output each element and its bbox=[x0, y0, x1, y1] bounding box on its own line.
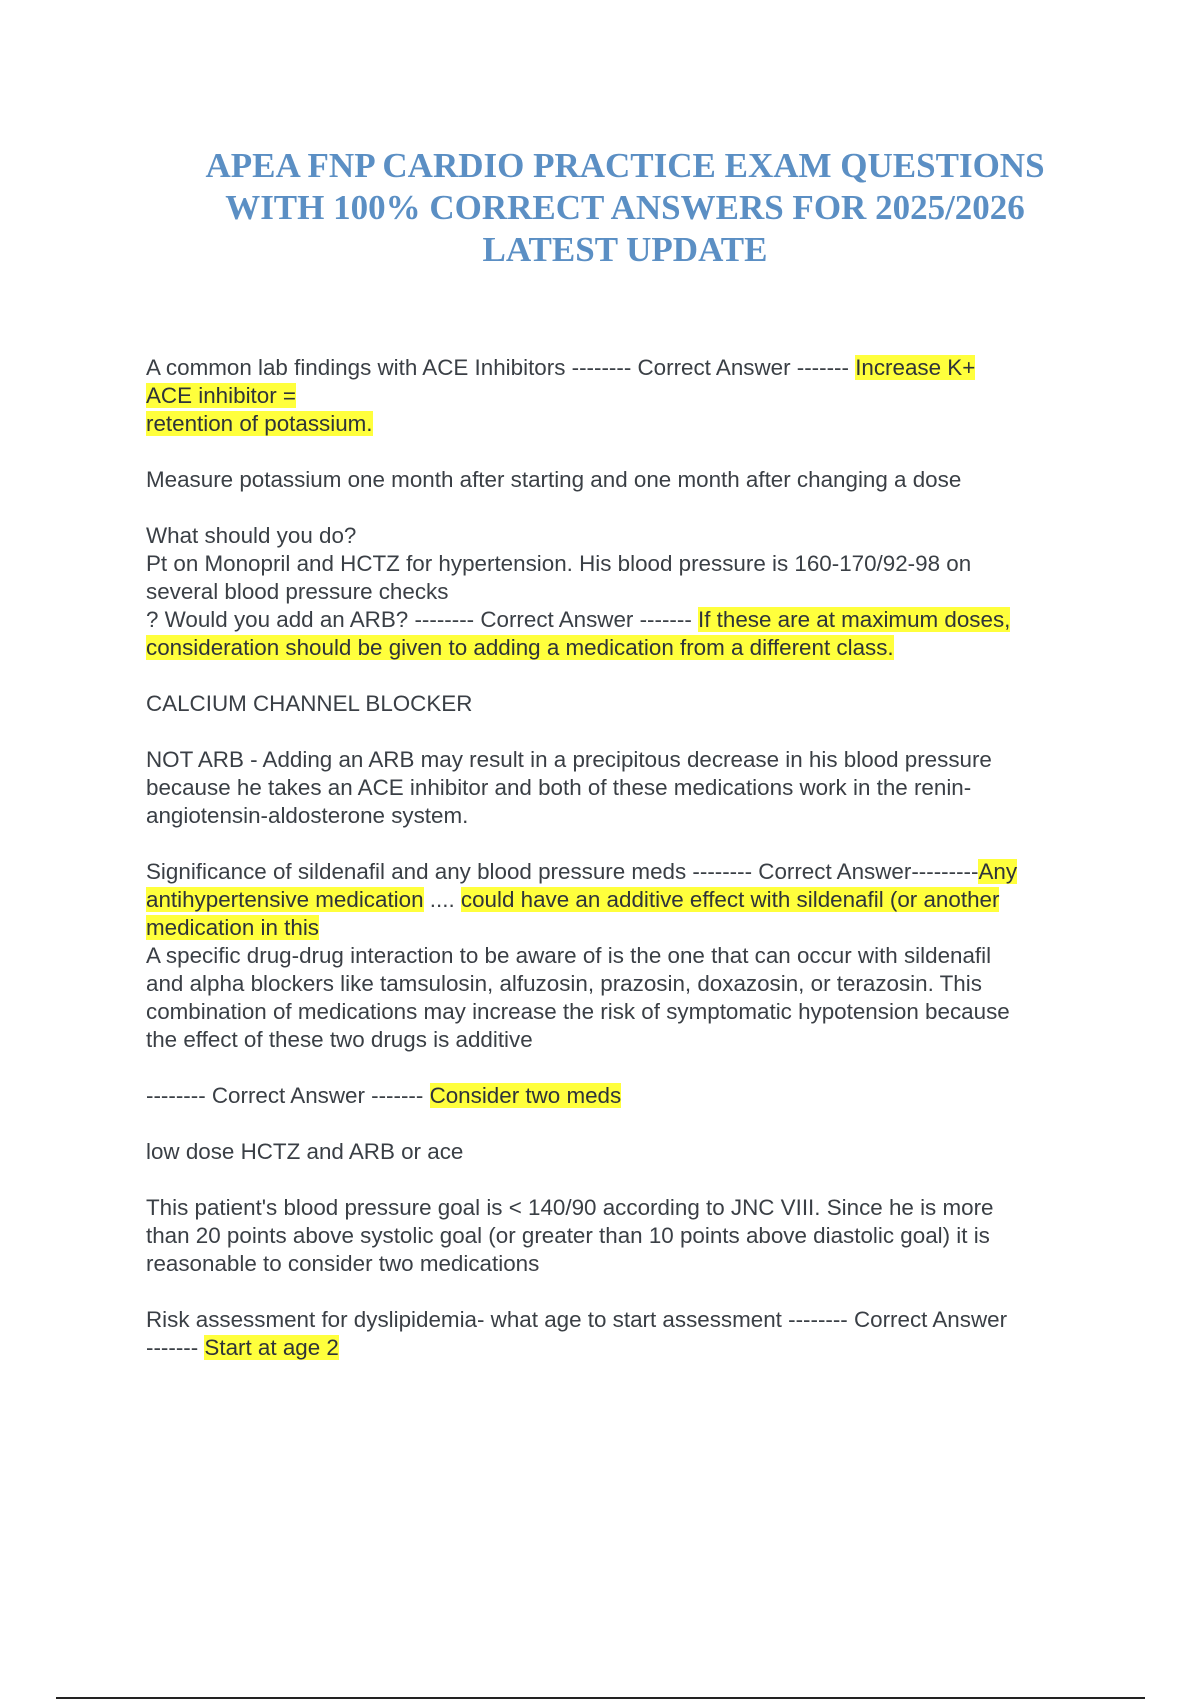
text-line bbox=[146, 634, 1091, 662]
document-body bbox=[146, 354, 1091, 1362]
text-line: A specific drug-drug interaction to be aware of is the one that can occur with sildenafil bbox=[146, 943, 992, 968]
text-line bbox=[146, 354, 1091, 382]
note-not-arb bbox=[146, 746, 1091, 830]
text-line bbox=[146, 886, 1091, 914]
question-text: A common lab findings with ACE Inhibitors -------- Correct Answer ------- bbox=[146, 355, 856, 380]
highlighted-answer: antihypertensive medication bbox=[146, 887, 424, 912]
highlighted-answer: Increase K+ bbox=[855, 355, 976, 380]
text-line: reasonable to consider two medications bbox=[146, 1251, 540, 1276]
text-line bbox=[146, 382, 1091, 410]
text-line: combination of medications may increase the risk of symptomatic hypotension because bbox=[146, 999, 1010, 1024]
text-line: several blood pressure checks bbox=[146, 579, 449, 604]
text-line: the effect of these two drugs is additive bbox=[146, 1027, 533, 1052]
highlighted-answer: could have an additive effect with sildenafil (or another bbox=[460, 887, 1000, 912]
document-title bbox=[140, 145, 1110, 271]
text-line bbox=[146, 1334, 1091, 1362]
ellipsis-text: .... bbox=[423, 887, 461, 912]
text-line: angiotensin-aldosterone system. bbox=[146, 803, 469, 828]
note-low-dose: low dose HCTZ and ARB or ace bbox=[146, 1139, 464, 1164]
qa-dyslipidemia bbox=[146, 1306, 1091, 1362]
text-line bbox=[146, 410, 1091, 438]
text-line: because he takes an ACE inhibitor and both of these medications work in the renin- bbox=[146, 775, 972, 800]
text-line: Pt on Monopril and HCTZ for hypertension. His blood pressure is 160-170/92-98 on bbox=[146, 551, 972, 576]
question-text: ? Would you add an ARB? -------- Correct Answer ------- bbox=[146, 607, 699, 632]
highlighted-answer: ACE inhibitor = bbox=[146, 383, 296, 408]
highlighted-answer: medication in this bbox=[146, 915, 319, 940]
note-bp-goal bbox=[146, 1194, 1091, 1278]
text-line bbox=[146, 858, 1091, 886]
highlighted-answer: consideration should be given to adding a medication from a different class. bbox=[146, 635, 894, 660]
text-line: than 20 points above systolic goal (or greater than 10 points above diastolic goal) it is bbox=[146, 1223, 990, 1248]
text-line: and alpha blockers like tamsulosin, alfuzosin, prazosin, doxazosin, or terazosin. This bbox=[146, 971, 982, 996]
highlighted-answer: retention of potassium. bbox=[146, 411, 373, 436]
highlighted-answer: Consider two meds bbox=[429, 1083, 622, 1108]
title-line-1: APEA FNP CARDIO PRACTICE EXAM QUESTIONS bbox=[205, 146, 1045, 185]
highlighted-answer: If these are at maximum doses, bbox=[698, 607, 1011, 632]
note-potassium: Measure potassium one month after starting and one month after changing a dose bbox=[146, 467, 962, 492]
text-line bbox=[146, 606, 1091, 634]
text-line: This patient's blood pressure goal is < 140/90 according to JNC VIII. Since he is more bbox=[146, 1195, 994, 1220]
qa-sildenafil bbox=[146, 858, 1091, 1054]
text-line bbox=[146, 914, 1091, 942]
title-line-3: LATEST UPDATE bbox=[482, 230, 768, 269]
page-bottom-rule bbox=[56, 1697, 1145, 1699]
qa-consider-two-meds bbox=[146, 1082, 1091, 1110]
text-line: What should you do? bbox=[146, 523, 357, 548]
question-text: ------- bbox=[146, 1335, 205, 1360]
question-text: -------- Correct Answer ------- bbox=[146, 1083, 430, 1108]
highlighted-answer: Start at age 2 bbox=[204, 1335, 339, 1360]
qa-add-arb bbox=[146, 522, 1091, 662]
text-line: NOT ARB - Adding an ARB may result in a precipitous decrease in his blood pressure bbox=[146, 747, 992, 772]
question-text: Significance of sildenafil and any blood pressure meds -------- Correct Answer--------- bbox=[146, 859, 979, 884]
highlighted-answer: Any bbox=[978, 859, 1018, 884]
note-calcium-channel-blocker: CALCIUM CHANNEL BLOCKER bbox=[146, 691, 473, 716]
title-line-2: WITH 100% CORRECT ANSWERS FOR 2025/2026 bbox=[225, 188, 1025, 227]
text-line bbox=[146, 1082, 1091, 1110]
text-line: Risk assessment for dyslipidemia- what age to start assessment -------- Correct Answer bbox=[146, 1307, 1008, 1332]
qa-ace-inhibitor-lab bbox=[146, 354, 1091, 438]
